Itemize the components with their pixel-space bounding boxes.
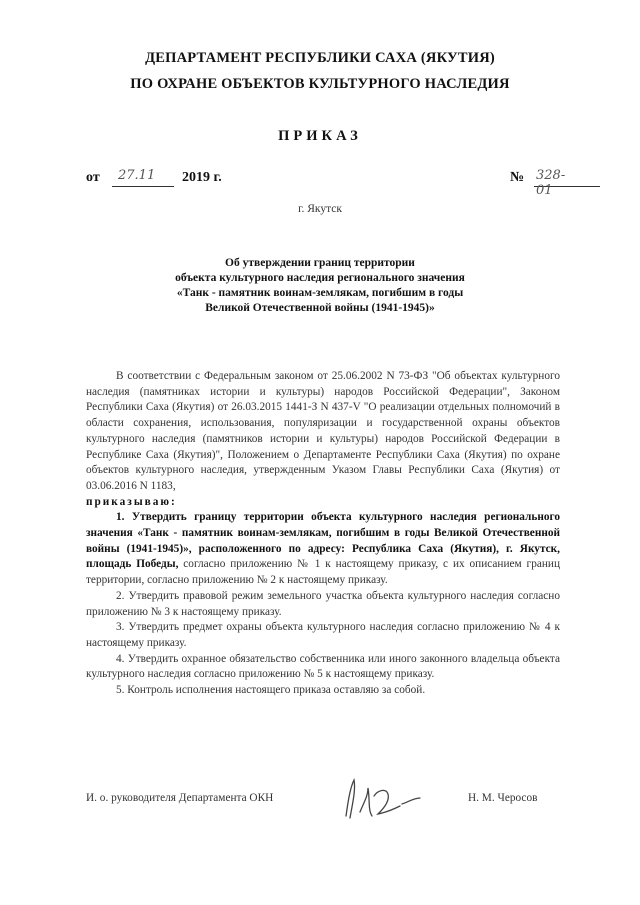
item-1 [86, 510, 560, 589]
order-title: ПРИКАЗ [278, 128, 362, 144]
subject-line-1: Об утверждении границ территории [225, 257, 415, 269]
item-3: 3. Утвердить предмет охраны объекта культурного наследия согласно приложению № 4 к настоящему приказу. [86, 621, 560, 649]
handwritten-signature [338, 776, 438, 824]
preamble-paragraph [86, 369, 560, 495]
department-name-line1: ДЕПАРТАМЕНТ РЕСПУБЛИКИ САХА (ЯКУТИЯ) [145, 50, 495, 66]
handwritten-date: 27.11 [118, 168, 156, 183]
subject-line-4: Великой Отечественной войны (1941-1945)» [205, 302, 435, 314]
order-body [86, 369, 560, 699]
year-text: 2019 г. [182, 170, 222, 185]
item-2: 2. Утвердить правовой режим земельного участка объекта культурного наследия согласно приложению № 3 к настоящему приказу. [86, 589, 560, 618]
signer-name: Н. М. Чеpосов [468, 792, 538, 804]
handwritten-number: 328-01 [536, 168, 566, 198]
order-subject [130, 256, 510, 316]
city-line: г. Якутск [298, 203, 342, 215]
item-1-bold: 1. Утвердить границу территории объекта культурного наследия регионального значения «Танк - памятник воинам-землякам, погибшим в годы Великой Отечественной войны (1941-1945)», расположенного по адресу: Республика Саха (Якутия), г. Якутск, площадь Победы, [86, 511, 560, 571]
number-prefix: № [510, 170, 525, 185]
decree-word-line [86, 495, 560, 511]
preamble-text: В соответствии с Федеральным законом от 25.06.2002 N 73-ФЗ "Об объектах культурного наследия (памятниках истории и культуры) народов Российской Федерации", Законом Республики Саха (Якутия) от 26.03.2015 1441-З N 437-V "О реализации отдельных полномочий в области сохранения, использования, популяризации и государственной охраны объектов культурного наследия (памятников истории и культуры) народов Российской Федерации в Республике Саха (Якутия)", Положением о Департаменте Республики Саха (Якутия) по охране объектов культурного наследия, утвержденным Указом Главы Республики Саха (Якутия) от 03.06.2016 N 1183, [86, 370, 560, 492]
date-prefix: от [86, 170, 100, 185]
item-5: 5. Контроль исполнения настоящего приказа оставляю за собой. [116, 684, 426, 697]
department-name-line2: ПО ОХРАНЕ ОБЪЕКТОВ КУЛЬТУРНОГО НАСЛЕДИЯ [130, 76, 510, 92]
decree-word: приказываю: [86, 495, 177, 508]
subject-line-3: «Танк - памятник воинам-землякам, погибшим в годы [176, 287, 464, 299]
item-1-rest: согласно приложению № 1 к настоящему приказу, с их описанием границ территории, согласно приложению № 2 к настоящему приказу. [86, 558, 560, 587]
signature-block [86, 788, 560, 828]
item-4: 4. Утвердить охранное обязательство собственника или иного законного владельца объекта культурного наследия согласно приложению № 5 к настоящему приказу. [86, 652, 560, 681]
date-number-row [86, 168, 566, 198]
signer-position: И. о. руководителя Департамента ОКН [86, 792, 274, 804]
subject-line-2: объекта культурного наследия регионального значения [175, 272, 465, 284]
